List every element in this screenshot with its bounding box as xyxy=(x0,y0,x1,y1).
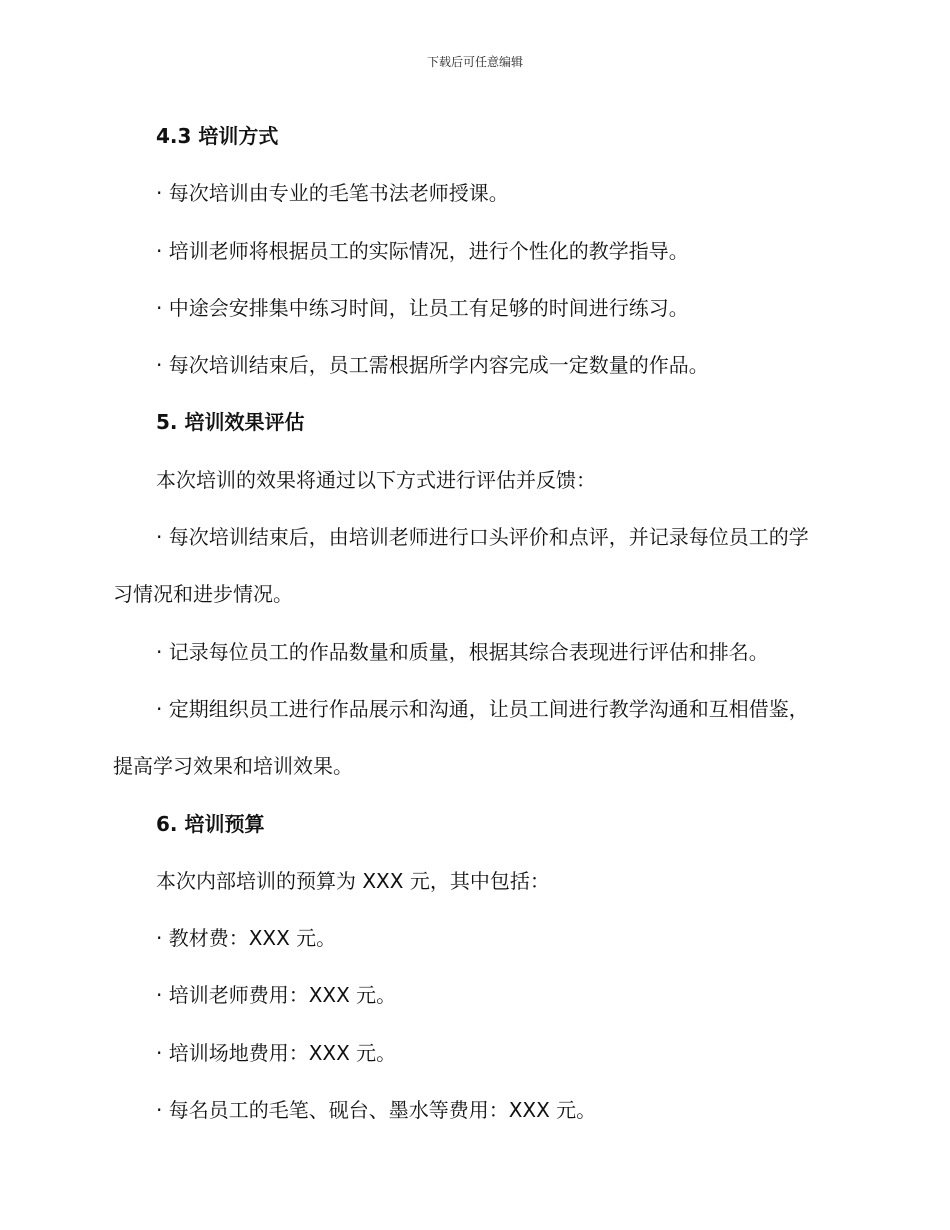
list-item: · 培训老师费用：XXX 元。 xyxy=(156,983,397,1008)
section-5-title: 5. 培训效果评估 xyxy=(156,410,305,435)
section-6-title: 6. 培训预算 xyxy=(156,811,265,836)
section-6-intro: 本次内部培训的预算为 XXX 元，其中包括： xyxy=(156,868,550,893)
list-item: · 每次培训结束后，员工需根据所学内容完成一定数量的作品。 xyxy=(156,353,709,378)
list-item: · 培训场地费用：XXX 元。 xyxy=(156,1040,397,1065)
header-note: 下载后可任意编辑 xyxy=(426,55,523,69)
list-item: · 每次培训由专业的毛笔书法老师授课。 xyxy=(156,181,509,206)
list-item: · 定期组织员工进行作品展示和沟通，让员工间进行教学沟通和互相借鉴，提高学习效果和培训效果。 xyxy=(113,696,809,779)
list-item: · 培训老师将根据员工的实际情况，进行个性化的教学指导。 xyxy=(156,238,689,263)
list-item: · 中途会安排集中练习时间，让员工有足够的时间进行练习。 xyxy=(156,295,689,320)
list-item: · 记录每位员工的作品数量和质量，根据其综合表现进行评估和排名。 xyxy=(156,639,769,664)
section-4-3-title: 4.3 培训方式 xyxy=(156,124,279,148)
list-item: · 每次培训结束后，由培训老师进行口头评价和点评，并记录每位员工的学习情况和进步情况。 xyxy=(113,525,809,607)
section-5-intro: 本次培训的效果将通过以下方式进行评估并反馈： xyxy=(156,467,596,492)
document-body xyxy=(113,108,825,1139)
list-item: · 教材费：XXX 元。 xyxy=(156,926,337,951)
list-item: · 每名员工的毛笔、砚台、墨水等费用：XXX 元。 xyxy=(156,1098,597,1123)
